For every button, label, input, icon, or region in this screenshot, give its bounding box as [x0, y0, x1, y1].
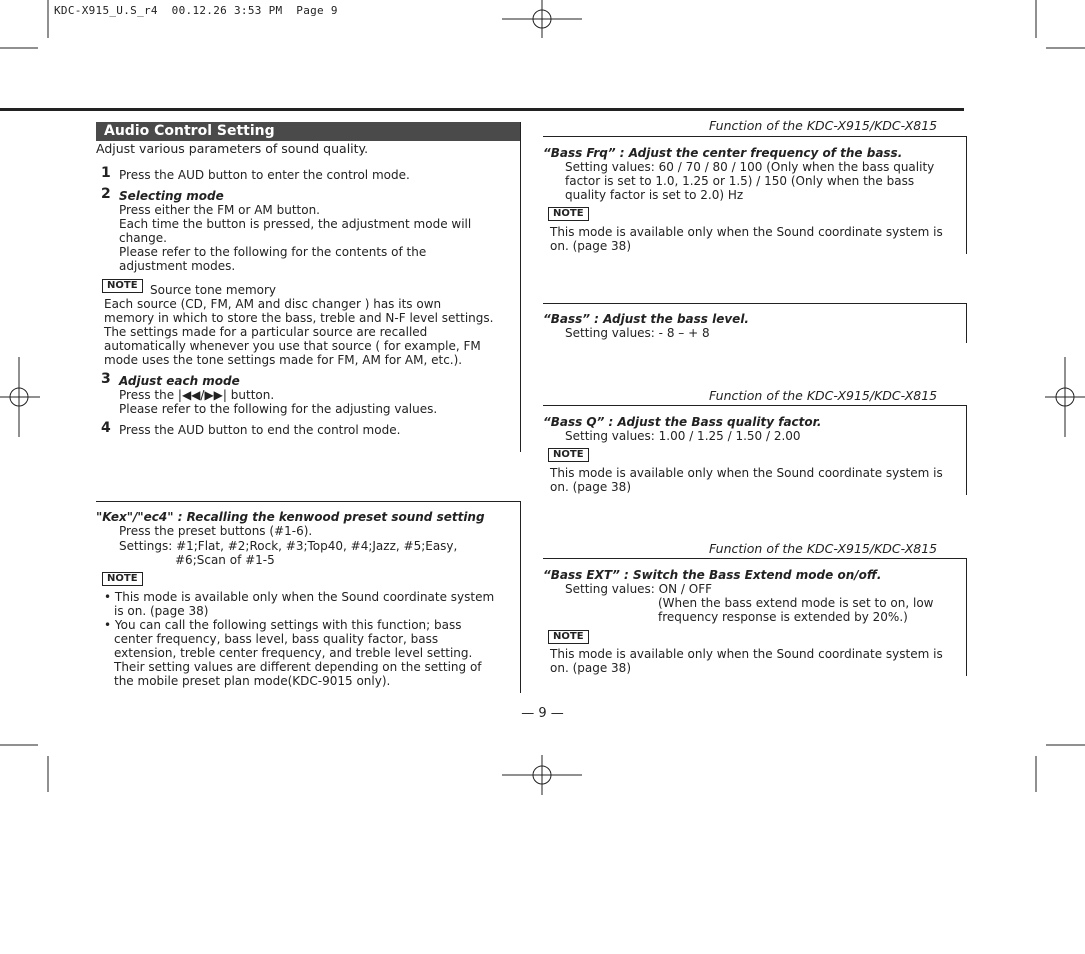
bassext-note: [658, 596, 933, 624]
note-body: [104, 297, 493, 367]
file-header: KDC-X915_U.S_r4 00.12.26 3:53 PM Page 9: [54, 4, 338, 17]
list-item: extension, treble center frequency, and treble level setting.: [114, 646, 473, 660]
page-number: — 9 —: [521, 706, 564, 721]
text-line: frequency response is extended by 20%.): [658, 610, 908, 624]
box-top-rule: [543, 558, 967, 559]
kex-top-rule: [96, 501, 521, 502]
text-line: Press the |◀◀/▶▶| button.: [119, 388, 275, 402]
note-text: [550, 466, 943, 494]
text-line: quality factor is set to 2.0) Hz: [565, 188, 744, 202]
box-side-rule: [966, 303, 967, 343]
box-side-rule: [966, 136, 967, 254]
intro-text: Adjust various parameters of sound quality.: [96, 141, 369, 156]
step3-title: Adjust each mode: [119, 374, 240, 388]
step2-title: Selecting mode: [119, 189, 224, 203]
function-label: Function of the KDC-X915/KDC-X815: [709, 118, 938, 133]
text-line: Please refer to the following for the adjusting values.: [119, 402, 438, 416]
section-title: Audio Control Setting: [96, 122, 521, 141]
note-text: [550, 647, 943, 675]
kex-line2: Settings: #1;Flat, #2;Rock, #3;Top40, #4;Jazz, #5;Easy,: [119, 539, 458, 553]
bassext-title: “Bass EXT” : Switch the Bass Extend mode on/off.: [543, 568, 882, 582]
text-line: Each source (CD, FM, AM and disc changer ) has its own: [104, 297, 442, 311]
step-number: 1: [101, 165, 111, 181]
text-line: on. (page 38): [550, 480, 631, 494]
text-line: Setting values: 60 / 70 / 80 / 100 (Only when the bass quality: [565, 160, 935, 174]
text-line: on. (page 38): [550, 239, 631, 253]
note-title: Source tone memory: [150, 283, 277, 297]
text-line: change.: [119, 231, 167, 245]
text-line: The settings made for a particular source are recalled: [104, 325, 428, 339]
step2-body: [119, 203, 471, 273]
step-number: 3: [101, 371, 111, 387]
text-line: This mode is available only when the Sound coordinate system is: [550, 647, 943, 661]
note-badge: NOTE: [102, 572, 143, 586]
note-badge: NOTE: [102, 279, 143, 293]
box-top-rule: [543, 303, 967, 304]
note-badge: NOTE: [548, 207, 589, 221]
kex-line1: Press the preset buttons (#1-6).: [119, 524, 313, 538]
note-badge: NOTE: [548, 448, 589, 462]
text-line: (When the bass extend mode is set to on, low: [658, 596, 934, 610]
box-side-rule: [966, 405, 967, 495]
step3-body: [119, 388, 437, 416]
top-rule: [0, 108, 964, 111]
kex-line3: #6;Scan of #1-5: [175, 553, 275, 567]
bassfrq-title: “Bass Frq” : Adjust the center frequency of the bass.: [543, 146, 903, 160]
box-top-rule: [543, 405, 967, 406]
text-line: This mode is available only when the Sound coordinate system is: [550, 466, 943, 480]
bass-title: “Bass” : Adjust the bass level.: [543, 312, 749, 326]
text-line: adjustment modes.: [119, 259, 236, 273]
text-line: memory in which to store the bass, treble and N-F level settings.: [104, 311, 494, 325]
step-number: 4: [101, 420, 111, 436]
list-item: the mobile preset plan mode(KDC-9015 only).: [114, 674, 391, 688]
bassq-title: “Bass Q” : Adjust the Bass quality factor.: [543, 415, 822, 429]
box-top-rule: [543, 136, 967, 137]
bassq-values: Setting values: 1.00 / 1.25 / 1.50 / 2.00: [565, 429, 801, 443]
list-item: • This mode is available only when the Sound coordinate system: [104, 590, 495, 604]
note-text: [550, 225, 943, 253]
kex-bullets: [104, 590, 514, 688]
text-line: Press either the FM or AM button.: [119, 203, 320, 217]
left-divider: [520, 122, 521, 452]
step1-text: Press the AUD button to enter the control mode.: [119, 168, 410, 182]
function-label: Function of the KDC-X915/KDC-X815: [709, 541, 938, 556]
bassfrq-body: [565, 160, 934, 202]
text-line: This mode is available only when the Sound coordinate system is: [550, 225, 943, 239]
step-number: 2: [101, 186, 111, 202]
text-line: on. (page 38): [550, 661, 631, 675]
bass-values: Setting values: - 8 – + 8: [565, 326, 710, 340]
kex-side-rule: [520, 501, 521, 693]
kex-title: "Kex"/"ec4" : Recalling the kenwood preset sound setting: [96, 510, 485, 524]
function-label: Function of the KDC-X915/KDC-X815: [709, 388, 938, 403]
list-item: • You can call the following settings with this function; bass: [104, 618, 462, 632]
text-line: Please refer to the following for the contents of the: [119, 245, 427, 259]
text-line: mode uses the tone settings made for FM, AM for AM, etc.).: [104, 353, 463, 367]
text-line: Each time the button is pressed, the adjustment mode will: [119, 217, 472, 231]
step4-text: Press the AUD button to end the control mode.: [119, 423, 401, 437]
list-item: is on. (page 38): [114, 604, 209, 618]
list-item: center frequency, bass level, bass quality factor, bass: [114, 632, 439, 646]
box-side-rule: [966, 558, 967, 676]
text-line: automatically whenever you use that source ( for example, FM: [104, 339, 481, 353]
text-line: factor is set to 1.0, 1.25 or 1.5) / 150 (Only when the bass: [565, 174, 915, 188]
note-badge: NOTE: [548, 630, 589, 644]
list-item: Their setting values are different depending on the setting of: [114, 660, 482, 674]
bassext-values: Setting values: ON / OFF: [565, 582, 713, 596]
